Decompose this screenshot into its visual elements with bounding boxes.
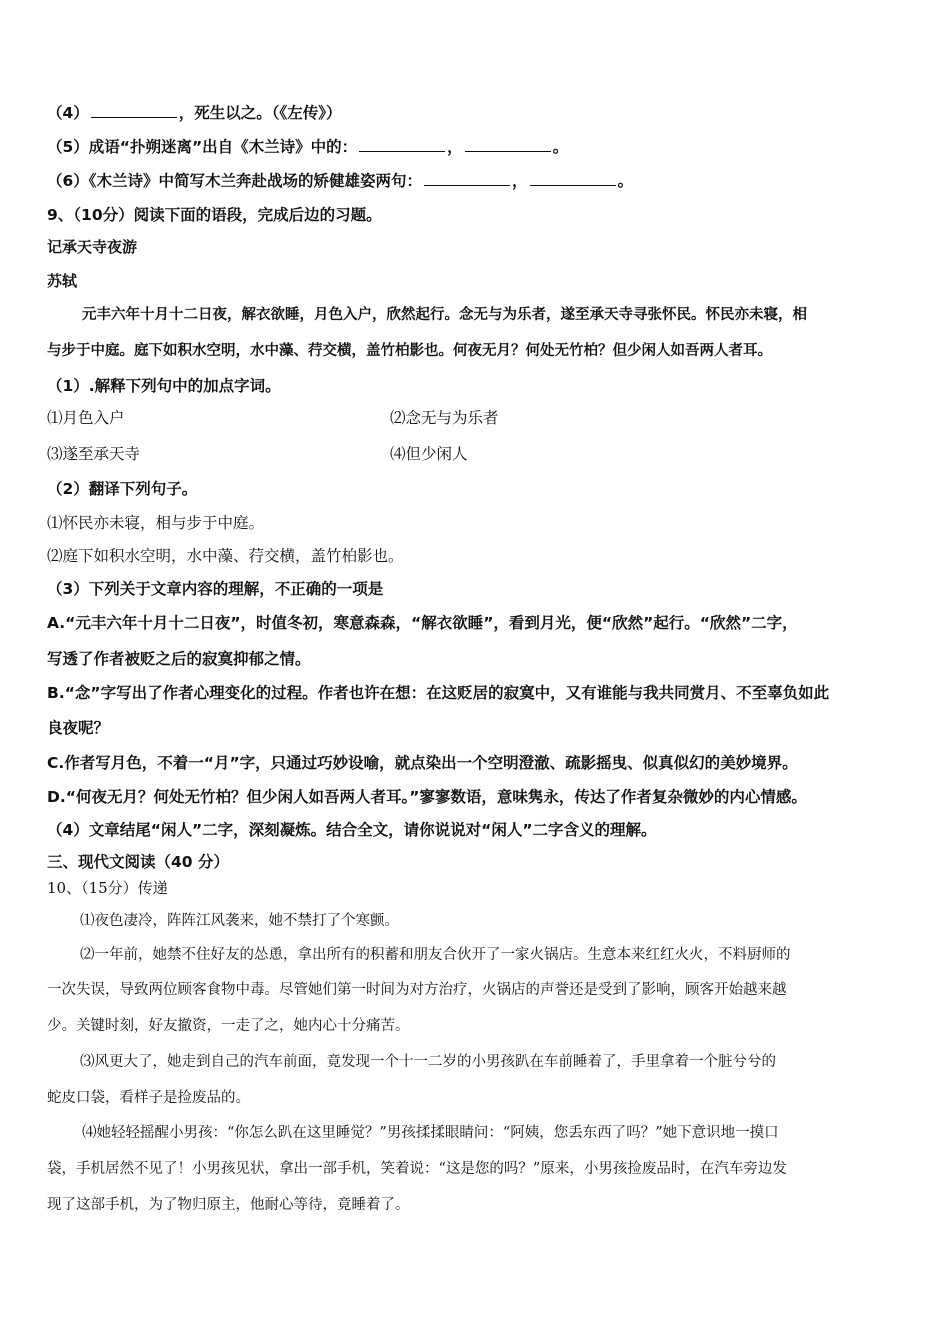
- sentence-item: ⑵庭下如积水空明，水中藻、荇交横，盖竹柏影也。: [47, 547, 404, 565]
- word-item: ⑶遂至承天寺: [47, 445, 141, 463]
- answer-blank[interactable]: [465, 137, 551, 152]
- q8-item4: （4） ，死生以之。（《左传》）: [47, 104, 342, 122]
- q9-sub4: （4）文章结尾“闲人”二字，深刻凝炼。结合全文，请你说说对“闲人”二字含义的理解。: [47, 821, 657, 839]
- passage-line: 与步于中庭。庭下如积水空明，水中藻、荇交横，盖竹柏影也。何夜无月？何处无竹柏？但少闲人如吾两人者耳。: [47, 342, 772, 359]
- option-a: A.“元丰六年十月十二日夜”，时值冬初，寒意森森，“解衣欲睡”，看到月光，便“欣然”起行。“欣然”二字，: [47, 614, 798, 632]
- passage-line: 元丰六年十月十二日夜，解衣欲睡，月色入户，欣然起行。念无与为乐者，遂至承天寺寻张怀民。怀民亦未寝，相: [82, 306, 807, 323]
- paragraph-4-cont: 袋，手机居然不见了！小男孩见状，拿出一部手机，笑着说：“这是您的吗？”原来，小男孩捡废品时，在汽车旁边发: [47, 1161, 787, 1177]
- paragraph-4: ⑷她轻轻摇醒小男孩：“你怎么趴在这里睡觉？”男孩揉揉眼睛问：“阿姨，您丢东西了吗？”她下意识地一摸口: [82, 1125, 779, 1141]
- option-a-cont: 写透了作者被贬之后的寂寞抑郁之情。: [47, 650, 311, 668]
- paragraph-3-cont: 蛇皮口袋，看样子是捡废品的。: [47, 1090, 250, 1106]
- option-d: D.“何夜无月？何处无竹柏？但少闲人如吾两人者耳。”寥寥数语，意味隽永，传达了作者复杂微妙的内心情感。: [47, 788, 807, 806]
- paragraph-1: ⑴夜色凄冷，阵阵江风袭来，她不禁打了个寒颤。: [80, 913, 399, 929]
- sentence-item: ⑴怀民亦未寝，相与步于中庭。: [47, 514, 265, 532]
- q9-sub1: （1）.解释下列句中的加点字词。: [47, 377, 281, 395]
- passage-author: 苏轼: [47, 272, 78, 290]
- option-b: B.“念”字写出了作者心理变化的过程。作者也许在想：在这贬居的寂寞中，又有谁能与我共同赏月、不至辜负如此: [47, 684, 830, 702]
- option-b-cont: 良夜呢？: [47, 719, 110, 737]
- paragraph-3: ⑶风更大了，她走到自己的汽车前面，竟发现一个十一二岁的小男孩趴在车前睡着了，手里拿着一个脏兮兮的: [80, 1054, 776, 1070]
- q9-header: 9、（10分）阅读下面的语段，完成后边的习题。: [47, 206, 382, 224]
- q10-header: 10、（15分）传递: [47, 879, 168, 897]
- paragraph-2: ⑵一年前，她禁不住好友的怂恿，拿出所有的积蓄和朋友合伙开了一家火锅店。生意本来红红火火，不料厨师的: [80, 947, 791, 963]
- q8-item6: （6）《木兰诗》中简写木兰奔赴战场的矫健雄姿两句： ， 。: [47, 172, 634, 190]
- section-heading: 三、现代文阅读（40 分）: [47, 853, 229, 871]
- answer-blank[interactable]: [359, 137, 445, 152]
- answer-blank[interactable]: [530, 171, 616, 186]
- answer-blank[interactable]: [424, 171, 510, 186]
- word-item: ⑷但少闲人: [390, 445, 468, 463]
- option-c: C.作者写月色，不着一“月”字，只通过巧妙设喻，就点染出一个空明澄澈、疏影摇曳、似真似幻的美妙境界。: [47, 754, 798, 772]
- paragraph-2-cont: 少。关键时刻，好友撤资，一走了之，她内心十分痛苦。: [47, 1018, 410, 1034]
- q9-sub3: （3）下列关于文章内容的理解，不正确的一项是: [47, 580, 384, 598]
- word-item: ⑵念无与为乐者: [390, 409, 499, 427]
- paragraph-4-cont: 现了这部手机，为了物归原主，他耐心等待，竟睡着了。: [47, 1197, 410, 1213]
- q9-sub2: （2）翻译下列句子。: [47, 480, 198, 498]
- q8-item5: （5）成语“扑朔迷离”出自《木兰诗》中的： ， 。: [47, 138, 569, 156]
- word-item: ⑴月色入户: [47, 409, 125, 427]
- answer-blank[interactable]: [91, 103, 177, 118]
- paragraph-2-cont: 一次失误，导致两位顾客食物中毒。尽管她们第一时间为对方治疗，火锅店的声誉还是受到了影响，顾客开始越来越: [47, 982, 787, 998]
- passage-title: 记承天寺夜游: [47, 238, 138, 256]
